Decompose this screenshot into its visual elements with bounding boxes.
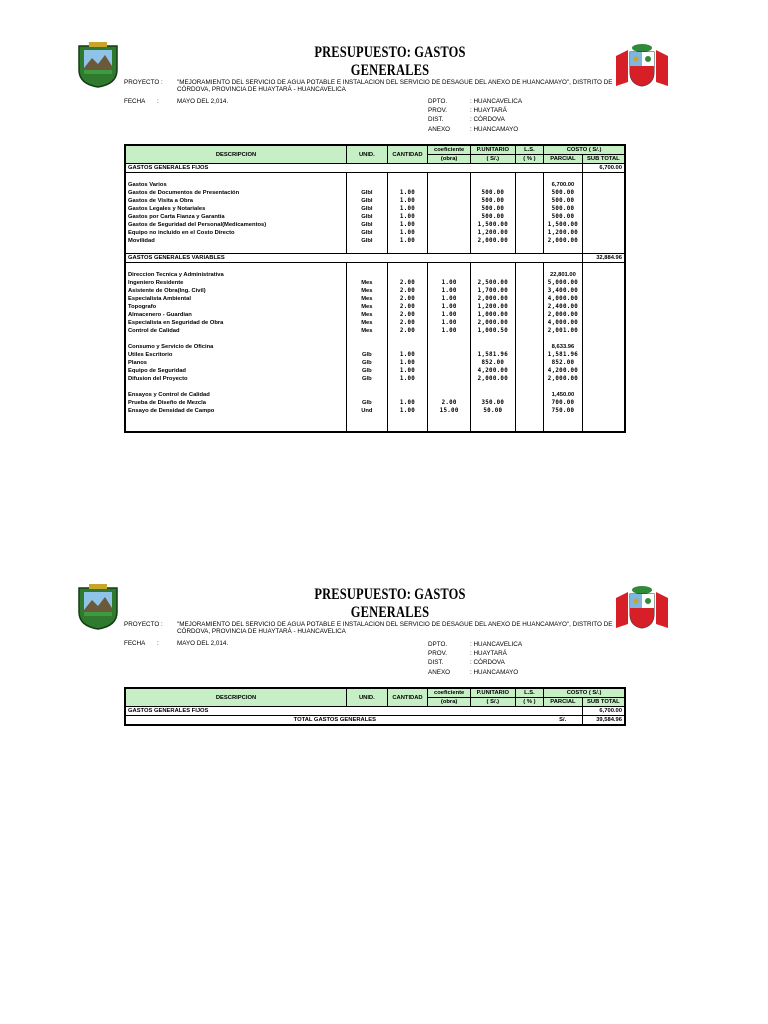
item-unit: Glb [347,351,388,359]
group-label: Ensayos y Control de Calidad [125,391,347,399]
summary-table [124,687,626,726]
col-ls-bottom: ( % ) [515,698,543,707]
item-coefficient: 1.00 [428,311,471,319]
fecha-colon: : [157,98,159,105]
table-row [125,237,625,245]
item-coefficient [428,237,471,245]
summary-fijos-label: GASTOS GENERALES FIJOS [125,707,582,716]
item-ls [515,351,543,359]
table-row [125,303,625,311]
col-ls-top: L.S. [515,688,543,698]
col-coef-top: coeficiente [428,145,471,155]
item-unit: Glbl [347,237,388,245]
dpto-value: : HUANCAVELICA [470,98,523,105]
item-unit-price: 2,000.00 [470,237,515,245]
dpto-value: : HUANCAVELICA [470,641,523,648]
item-unit: Mes [347,287,388,295]
col-cantidad: CANTIDAD [387,145,428,164]
item-quantity: 1.00 [387,229,428,237]
item-ls [515,221,543,229]
anexo-label: ANEXO [428,126,451,133]
item-description: Equipo no incluido en el Costo Directo [125,229,347,237]
item-quantity: 1.00 [387,221,428,229]
table-row [125,407,625,415]
item-unit-price: 1,700.00 [470,287,515,295]
col-unid: UNID. [347,688,388,707]
table-row [125,205,625,213]
item-unit-price: 4,200.00 [470,367,515,375]
item-description: Movilidad [125,237,347,245]
item-coefficient: 15.00 [428,407,471,415]
item-ls [515,327,543,335]
col-parcial: PARCIAL [544,155,583,164]
item-parcial: 500.00 [544,213,583,221]
item-subtotal [582,375,625,383]
item-parcial: 852.00 [544,359,583,367]
col-punit-top: P.UNITARIO [470,688,515,698]
item-coefficient [428,189,471,197]
item-ls [515,399,543,407]
item-parcial: 2,400.00 [544,303,583,311]
municipal-shield-logo [75,582,121,630]
item-coefficient [428,205,471,213]
item-coefficient: 1.00 [428,287,471,295]
item-unit-price: 1,500.00 [470,221,515,229]
table-row [125,295,625,303]
proyecto-text: "MEJORAMIENTO DEL SERVICIO DE AGUA POTABLE E INSTALACION DEL SERVICIO DE DESAGUE DEL ANEXO DE HUANCAMAYO", DISTRITO DE CÓRDOVA, PROVINCIA DE HUAYTARÁ - HUANCAVELICA [177,79,613,94]
item-description: Almacenero - Guardian [125,311,347,319]
group-label: Gastos Varios [125,181,347,189]
item-subtotal [582,229,625,237]
item-unit: Glb [347,375,388,383]
item-coefficient [428,375,471,383]
dpto-label: DPTO. [428,98,448,105]
item-unit-price: 2,500.00 [470,279,515,287]
col-ls-top: L.S. [515,145,543,155]
item-unit: Glbl [347,205,388,213]
item-coefficient [428,221,471,229]
table-row [125,279,625,287]
group-row [125,181,625,189]
col-coef-bottom: (obra) [428,155,471,164]
table-row [125,375,625,383]
item-parcial: 2,001.00 [544,327,583,335]
item-coefficient: 1.00 [428,303,471,311]
fecha-value: MAYO DEL 2,014. [177,640,229,647]
prov-label: PROV. [428,650,448,657]
item-unit: Glbl [347,197,388,205]
anexo-label: ANEXO [428,669,451,676]
item-parcial: 1,200.00 [544,229,583,237]
item-parcial: 3,400.00 [544,287,583,295]
col-cantidad: CANTIDAD [387,688,428,707]
item-ls [515,189,543,197]
item-ls [515,287,543,295]
item-subtotal [582,303,625,311]
item-subtotal [582,237,625,245]
anexo-value: : HUANCAMAYO [470,126,519,133]
col-descripcion: DESCRIPCION [125,145,347,164]
item-quantity: 1.00 [387,351,428,359]
ensayos-items [125,399,625,415]
item-parcial: 2,000.00 [544,311,583,319]
proyecto-label: PROYECTO : [124,79,163,86]
item-unit: Glb [347,359,388,367]
col-parcial: PARCIAL [544,698,583,707]
dist-label: DIST. [428,659,444,666]
item-ls [515,303,543,311]
total-value: 39,584.96 [582,716,625,726]
item-subtotal [582,359,625,367]
item-subtotal [582,189,625,197]
item-ls [515,197,543,205]
col-unid: UNID. [347,145,388,164]
item-unit: Und [347,407,388,415]
item-unit-price: 500.00 [470,189,515,197]
item-parcial: 4,000.00 [544,319,583,327]
item-parcial: 500.00 [544,189,583,197]
item-parcial: 4,000.00 [544,295,583,303]
item-coefficient [428,229,471,237]
direccion-items [125,279,625,335]
table-row [125,359,625,367]
item-ls [515,205,543,213]
item-parcial: 4,200.00 [544,367,583,375]
item-ls [515,311,543,319]
table-row [125,351,625,359]
item-coefficient [428,213,471,221]
item-quantity: 1.00 [387,189,428,197]
item-quantity: 2.00 [387,327,428,335]
col-subtotal: SUB TOTAL [582,155,625,164]
item-unit-price: 1,000.50 [470,327,515,335]
item-quantity: 2.00 [387,295,428,303]
item-subtotal [582,197,625,205]
item-unit: Glbl [347,229,388,237]
municipal-shield-logo [75,40,121,88]
group-parcial: 6,700.00 [544,181,583,189]
item-unit-price: 50.00 [470,407,515,415]
item-description: Gastos de Visita a Obra [125,197,347,205]
fecha-colon: : [157,640,159,647]
section-variables-label: GASTOS GENERALES VARIABLES [125,254,582,263]
summary-fijos-row [125,707,625,716]
dpto-label: DPTO. [428,641,448,648]
item-subtotal [582,287,625,295]
item-quantity: 1.00 [387,375,428,383]
item-unit-price: 852.00 [470,359,515,367]
table-row [125,197,625,205]
prov-value: : HUAYTARÁ [470,107,507,114]
total-row [125,716,625,726]
item-parcial: 500.00 [544,197,583,205]
page-title: PRESUPUESTO: GASTOS GENERALES [314,586,466,621]
item-ls [515,319,543,327]
item-subtotal [582,279,625,287]
group-parcial: 8,633.96 [544,343,583,351]
col-costo: COSTO ( S/.) [544,145,625,155]
item-quantity: 2.00 [387,279,428,287]
table-row [125,213,625,221]
item-quantity: 2.00 [387,311,428,319]
item-parcial: 750.00 [544,407,583,415]
item-subtotal [582,399,625,407]
item-unit: Mes [347,311,388,319]
item-coefficient [428,197,471,205]
prov-value: : HUAYTARÁ [470,650,507,657]
group-label: Direccion Tecnica y Administrativa [125,271,347,279]
col-costo: COSTO ( S/.) [544,688,625,698]
item-unit-price: 2,000.00 [470,319,515,327]
item-parcial: 1,500.00 [544,221,583,229]
item-description: Gastos Legales y Notariales [125,205,347,213]
item-quantity: 1.00 [387,205,428,213]
group-row [125,343,625,351]
section-variables-total: 32,884.96 [582,254,625,263]
item-ls [515,237,543,245]
item-unit: Glbl [347,221,388,229]
col-coef-top: coeficiente [428,688,471,698]
table-row [125,287,625,295]
item-description: Difusion del Proyecto [125,375,347,383]
fijos-items [125,189,625,245]
table-row [125,311,625,319]
item-coefficient: 2.00 [428,399,471,407]
section-fijos-total: 6,700.00 [582,164,625,173]
item-coefficient [428,359,471,367]
item-quantity: 1.00 [387,399,428,407]
item-unit-price: 2,000.00 [470,375,515,383]
item-quantity: 1.00 [387,367,428,375]
group-label: Consumo y Servicio de Oficina [125,343,347,351]
item-unit: Mes [347,327,388,335]
item-quantity: 2.00 [387,303,428,311]
col-subtotal: SUB TOTAL [582,698,625,707]
item-unit: Glb [347,367,388,375]
item-subtotal [582,221,625,229]
item-quantity: 2.00 [387,319,428,327]
prov-label: PROV. [428,107,448,114]
item-subtotal [582,367,625,375]
item-quantity: 1.00 [387,197,428,205]
item-ls [515,359,543,367]
page-title: PRESUPUESTO: GASTOS GENERALES [314,44,466,79]
dist-value: : CÓRDOVA [470,116,505,123]
item-unit: Mes [347,303,388,311]
section-fijos-label: GASTOS GENERALES FIJOS [125,164,582,173]
total-label: TOTAL GASTOS GENERALES [125,716,544,726]
proyecto-text: "MEJORAMIENTO DEL SERVICIO DE AGUA POTABLE E INSTALACION DEL SERVICIO DE DESAGUE DEL ANEXO DE HUANCAMAYO", DISTRITO DE CÓRDOVA, PROVINCIA DE HUAYTARÁ - HUANCAVELICA [177,621,613,636]
item-parcial: 1,581.96 [544,351,583,359]
item-parcial: 5,000.00 [544,279,583,287]
item-unit-price: 500.00 [470,197,515,205]
item-coefficient [428,367,471,375]
item-ls [515,213,543,221]
group-row [125,391,625,399]
item-coefficient: 1.00 [428,327,471,335]
item-unit-price: 1,200.00 [470,303,515,311]
table-header-row [125,688,625,698]
item-description: Gastos de Seguridad del Personal(Medicamentos) [125,221,347,229]
col-coef-bottom: (obra) [428,698,471,707]
item-unit-price: 1,000.00 [470,311,515,319]
dist-value: : CÓRDOVA [470,659,505,666]
fecha-value: MAYO DEL 2,014. [177,98,229,105]
table-row [125,229,625,237]
anexo-value: : HUANCAMAYO [470,669,519,676]
item-quantity: 2.00 [387,287,428,295]
item-unit-price: 500.00 [470,213,515,221]
table-row [125,367,625,375]
item-description: Equipo de Seguridad [125,367,347,375]
item-description: Especialista Ambiental [125,295,347,303]
summary-fijos-total: 6,700.00 [582,707,625,716]
item-unit: Glb [347,399,388,407]
item-description: Planos [125,359,347,367]
item-subtotal [582,311,625,319]
item-unit-price: 1,581.96 [470,351,515,359]
item-ls [515,367,543,375]
item-parcial: 2,000.00 [544,375,583,383]
group-row [125,271,625,279]
total-currency: S/. [544,716,583,726]
item-description: Control de Calidad [125,327,347,335]
item-ls [515,229,543,237]
item-description: Gastos de Documentos de Presentación [125,189,347,197]
fecha-label: FECHA [124,98,146,105]
item-parcial: 500.00 [544,205,583,213]
item-ls [515,407,543,415]
section-fijos-row [125,164,625,173]
item-unit: Glbl [347,213,388,221]
item-subtotal [582,295,625,303]
item-description: Topografo [125,303,347,311]
item-subtotal [582,351,625,359]
item-subtotal [582,205,625,213]
section-variables-row [125,254,625,263]
item-coefficient: 1.00 [428,319,471,327]
consumo-items [125,351,625,383]
item-description: Ensayo de Densidad de Campo [125,407,347,415]
item-quantity: 1.00 [387,407,428,415]
budget-table [124,144,626,433]
item-coefficient: 1.00 [428,279,471,287]
item-subtotal [582,319,625,327]
col-punit-bottom: ( S/.) [470,698,515,707]
item-unit-price: 500.00 [470,205,515,213]
item-unit: Glbl [347,189,388,197]
item-unit-price: 1,200.00 [470,229,515,237]
item-quantity: 1.00 [387,213,428,221]
item-coefficient [428,351,471,359]
item-unit-price: 2,000.00 [470,295,515,303]
item-quantity: 1.00 [387,237,428,245]
item-unit-price: 350.00 [470,399,515,407]
table-row [125,399,625,407]
item-parcial: 2,000.00 [544,237,583,245]
item-quantity: 1.00 [387,359,428,367]
col-punit-top: P.UNITARIO [470,145,515,155]
col-descripcion: DESCRIPCION [125,688,347,707]
item-parcial: 700.00 [544,399,583,407]
col-ls-bottom: ( % ) [515,155,543,164]
proyecto-label: PROYECTO : [124,621,163,628]
item-subtotal [582,213,625,221]
item-ls [515,279,543,287]
group-parcial: 22,801.00 [544,271,583,279]
item-description: Gastos por Carta Fianza y Garantía [125,213,347,221]
table-row [125,319,625,327]
table-row [125,221,625,229]
item-subtotal [582,407,625,415]
item-description: Utiles Escritorio [125,351,347,359]
item-unit: Mes [347,279,388,287]
item-description: Especialista en Seguridad de Obra [125,319,347,327]
group-parcial: 1,450.00 [544,391,583,399]
item-coefficient: 1.00 [428,295,471,303]
table-header-row [125,145,625,155]
item-description: Ingeniero Residente [125,279,347,287]
item-ls [515,375,543,383]
item-unit: Mes [347,295,388,303]
dist-label: DIST. [428,116,444,123]
item-description: Prueba de Diseño de Mezcla [125,399,347,407]
item-unit: Mes [347,319,388,327]
table-row [125,327,625,335]
col-punit-bottom: ( S/.) [470,155,515,164]
item-ls [515,295,543,303]
fecha-label: FECHA [124,640,146,647]
item-description: Asistente de Obra(Ing. Civil) [125,287,347,295]
table-row [125,189,625,197]
item-subtotal [582,327,625,335]
